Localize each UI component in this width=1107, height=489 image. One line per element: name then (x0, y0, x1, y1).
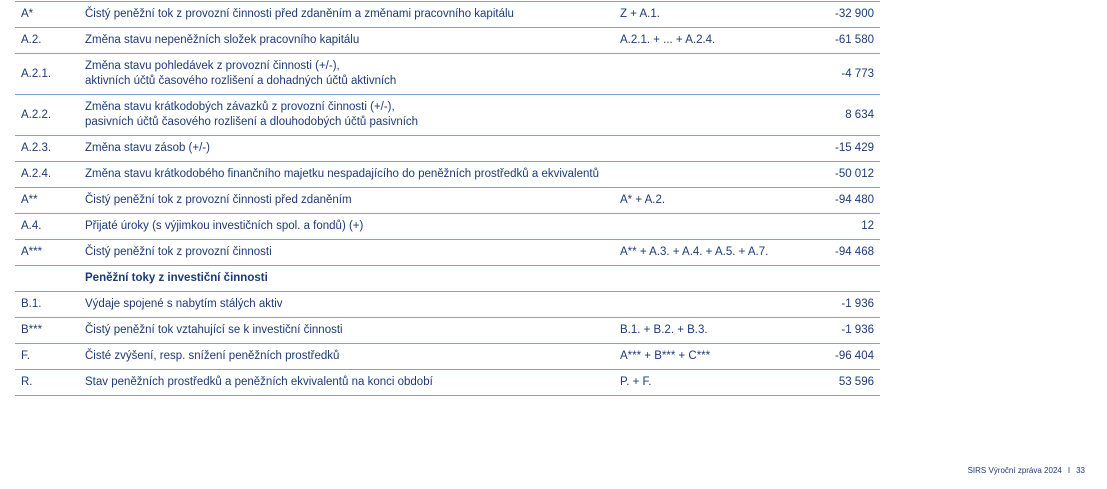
table-row (15, 214, 880, 240)
row-formula: B.1. + B.2. + B.3. (614, 318, 796, 344)
table-row (15, 54, 880, 95)
table-row (15, 95, 880, 136)
row-code: B.1. (15, 292, 79, 318)
row-description: Přijaté úroky (s výjimkou investičních spol. a fondů) (+) (79, 214, 614, 240)
row-description: Změna stavu zásob (+/-) (79, 136, 614, 162)
row-value: 53 596 (796, 370, 880, 396)
row-description: Čistý peněžní tok z provozní činnosti před zdaněním (79, 188, 614, 214)
row-value: -94 480 (796, 188, 880, 214)
cash-flow-table (15, 0, 880, 396)
row-description (79, 54, 614, 95)
row-value: -4 773 (796, 54, 880, 95)
row-formula (614, 214, 796, 240)
row-value: -50 012 (796, 162, 880, 188)
section-heading: Peněžní toky z investiční činnosti (79, 266, 614, 292)
row-formula: A*** + B*** + C*** (614, 344, 796, 370)
table-row (15, 162, 880, 188)
row-code: F. (15, 344, 79, 370)
row-description-line2: pasivních účtů časového rozlišení a dlouhodobých účtů pasivních (85, 116, 419, 128)
table-row (15, 370, 880, 396)
row-code: A.2.4. (15, 162, 79, 188)
row-description (79, 95, 614, 136)
table-row (15, 2, 880, 28)
table-row (15, 28, 880, 54)
row-value: -94 468 (796, 240, 880, 266)
row-value: -15 429 (796, 136, 880, 162)
footer-separator: I (1067, 466, 1071, 475)
section-heading-row (15, 266, 880, 292)
row-code: A.2.3. (15, 136, 79, 162)
table-row (15, 318, 880, 344)
page-footer (968, 466, 1085, 475)
row-formula (614, 266, 796, 292)
cash-flow-table-wrap (15, 0, 880, 396)
row-code: A.2. (15, 28, 79, 54)
table-row (15, 188, 880, 214)
row-formula (614, 162, 796, 188)
row-code: A.4. (15, 214, 79, 240)
row-code: A.2.2. (15, 95, 79, 136)
row-formula: Z + A.1. (614, 2, 796, 28)
row-code (15, 266, 79, 292)
table-row (15, 292, 880, 318)
row-value: 8 634 (796, 95, 880, 136)
row-description: Změna stavu krátkodobého finančního majetku nespadajícího do peněžních prostředků a ekvivalentů (79, 162, 614, 188)
row-formula: P. + F. (614, 370, 796, 396)
row-code: A.2.1. (15, 54, 79, 95)
row-formula (614, 292, 796, 318)
row-value: -1 936 (796, 318, 880, 344)
row-formula: A* + A.2. (614, 188, 796, 214)
table-row (15, 136, 880, 162)
row-description-line1: Změna stavu krátkodobých závazků z provozní činnosti (+/-), (85, 101, 395, 113)
row-value: -32 900 (796, 2, 880, 28)
table-row (15, 344, 880, 370)
row-description: Čistý peněžní tok z provozní činnosti (79, 240, 614, 266)
row-value (796, 266, 880, 292)
row-code: A* (15, 2, 79, 28)
row-code: B*** (15, 318, 79, 344)
row-formula: A** + A.3. + A.4. + A.5. + A.7. (614, 240, 796, 266)
row-formula (614, 136, 796, 162)
row-value: 12 (796, 214, 880, 240)
row-code: A** (15, 188, 79, 214)
row-description-line1: Změna stavu pohledávek z provozní činnosti (+/-), (85, 60, 340, 72)
page-number: 33 (1076, 466, 1085, 475)
row-formula (614, 95, 796, 136)
row-value: -1 936 (796, 292, 880, 318)
row-description: Stav peněžních prostředků a peněžních ekvivalentů na konci období (79, 370, 614, 396)
footer-text: SIRS Výroční zpráva 2024 (967, 466, 1062, 475)
table-row (15, 240, 880, 266)
row-value: -96 404 (796, 344, 880, 370)
row-code: A*** (15, 240, 79, 266)
row-formula: A.2.1. + ... + A.2.4. (614, 28, 796, 54)
row-code: R. (15, 370, 79, 396)
row-description: Změna stavu nepeněžních složek pracovního kapitálu (79, 28, 614, 54)
row-description: Čisté zvýšení, resp. snížení peněžních prostředků (79, 344, 614, 370)
row-description-line2: aktivních účtů časového rozlišení a dohadných účtů aktivních (85, 75, 397, 87)
row-description: Čistý peněžní tok z provozní činnosti před zdaněním a změnami pracovního kapitálu (79, 2, 614, 28)
row-description: Výdaje spojené s nabytím stálých aktiv (79, 292, 614, 318)
row-value: -61 580 (796, 28, 880, 54)
row-description: Čistý peněžní tok vztahující se k investiční činnosti (79, 318, 614, 344)
row-formula (614, 54, 796, 95)
